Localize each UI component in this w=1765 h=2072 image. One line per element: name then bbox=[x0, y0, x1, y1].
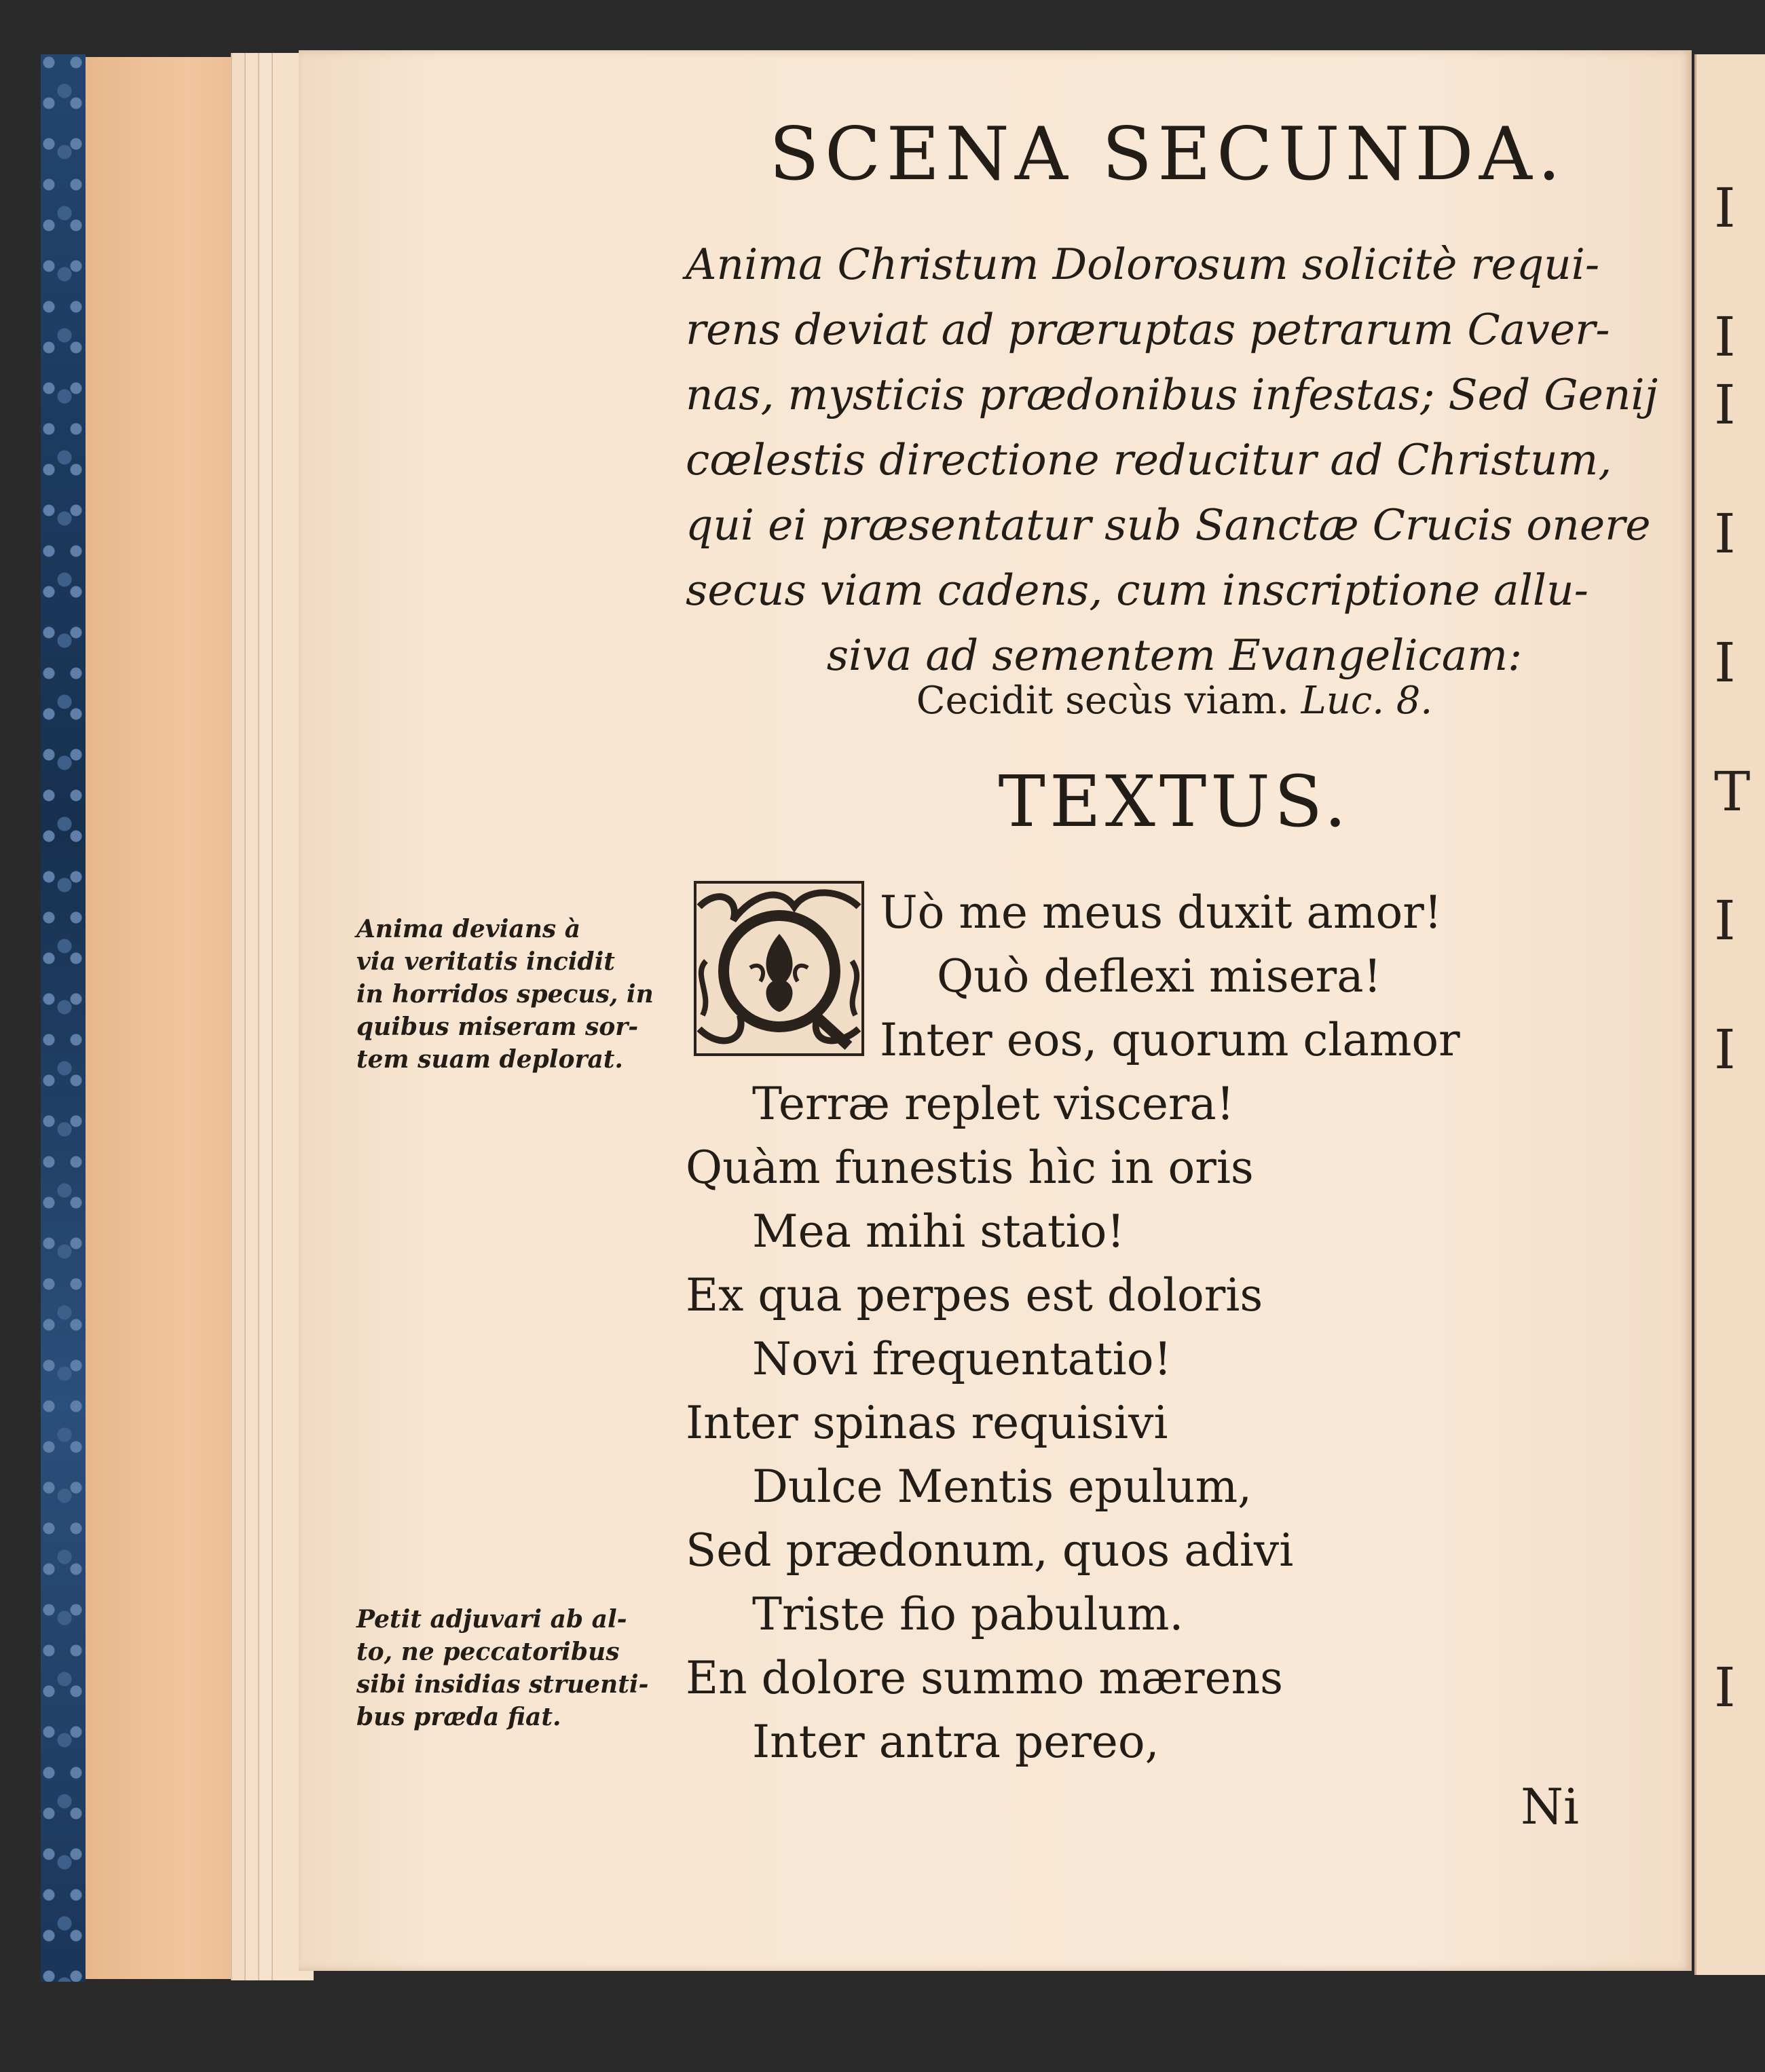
argument-line: siva ad sementem Evangelicam: bbox=[826, 630, 1523, 680]
verse-line: Inter spinas requisivi bbox=[686, 1397, 1168, 1449]
marginal-note-line: in horridos specus, in bbox=[356, 980, 654, 1009]
scene-heading: SCENA SECUNDA. bbox=[768, 112, 1567, 197]
verse-line: En dolore summo mærens bbox=[686, 1652, 1283, 1704]
marginal-note bbox=[356, 1603, 675, 1733]
verse-line: Inter antra pereo, bbox=[752, 1716, 1159, 1768]
verse-line: Triste fio pabulum. bbox=[752, 1588, 1184, 1640]
argument-line: nas, mysticis prædonibus infestas; Sed Genij bbox=[686, 370, 1658, 419]
marginal-note-line: tem suam deplorat. bbox=[356, 1045, 623, 1074]
verse-line: Quàm funestis hìc in oris bbox=[686, 1142, 1254, 1194]
poem bbox=[686, 881, 1582, 1774]
verse-line: Mea mihi statio! bbox=[752, 1205, 1125, 1258]
citation-quote: Cecidit secùs viam. bbox=[916, 679, 1289, 723]
verse-line: Sed prædonum, quos adivi bbox=[686, 1524, 1294, 1577]
marginal-note-line: Anima devians à bbox=[356, 915, 581, 943]
marginal-note bbox=[356, 913, 675, 1076]
marginal-note-line: quibus miseram sor- bbox=[356, 1013, 639, 1041]
scripture-citation bbox=[686, 679, 1663, 723]
argument-line: cœlestis directione reducitur ad Christum, bbox=[686, 435, 1612, 485]
verse-line: Novi frequentatio! bbox=[752, 1333, 1172, 1385]
marginal-note-line: sibi insidias struenti- bbox=[356, 1670, 649, 1699]
argument-line: secus viam cadens, cum inscriptione allu- bbox=[686, 565, 1588, 615]
argument-line: rens deviat ad præruptas petrarum Caver- bbox=[686, 305, 1610, 354]
marginal-note-line: Petit adjuvari ab al- bbox=[356, 1605, 627, 1634]
endpaper bbox=[86, 57, 255, 1979]
book-spine-marbled bbox=[41, 54, 86, 1982]
verse-line: Ex qua perpes est doloris bbox=[686, 1269, 1263, 1321]
verse-line: Inter eos, quorum clamor bbox=[880, 1014, 1460, 1066]
argument-line: qui ei præsentatur sub Sanctæ Crucis onere bbox=[686, 500, 1651, 550]
marginal-note-line: bus præda fiat. bbox=[356, 1703, 561, 1731]
marginal-note-line: to, ne peccatoribus bbox=[356, 1638, 620, 1666]
argument-line: Anima Christum Dolorosum solicitè requi- bbox=[686, 240, 1600, 289]
marginal-note-line: via veritatis incidit bbox=[356, 947, 615, 976]
verse-line: Terræ replet viscera! bbox=[752, 1078, 1235, 1130]
verse-line: Dulce Mentis epulum, bbox=[752, 1461, 1252, 1513]
citation-reference: Luc. 8. bbox=[1301, 679, 1433, 723]
scene-argument bbox=[686, 232, 1663, 688]
verse-line: Quò deflexi misera! bbox=[937, 950, 1382, 1002]
text-heading: TEXTUS. bbox=[998, 760, 1351, 843]
catchword: Ni bbox=[1521, 1778, 1580, 1835]
next-page-edge: I I I I I T I I I bbox=[1694, 54, 1765, 1975]
verse-line: Uò me meus duxit amor! bbox=[880, 886, 1443, 939]
